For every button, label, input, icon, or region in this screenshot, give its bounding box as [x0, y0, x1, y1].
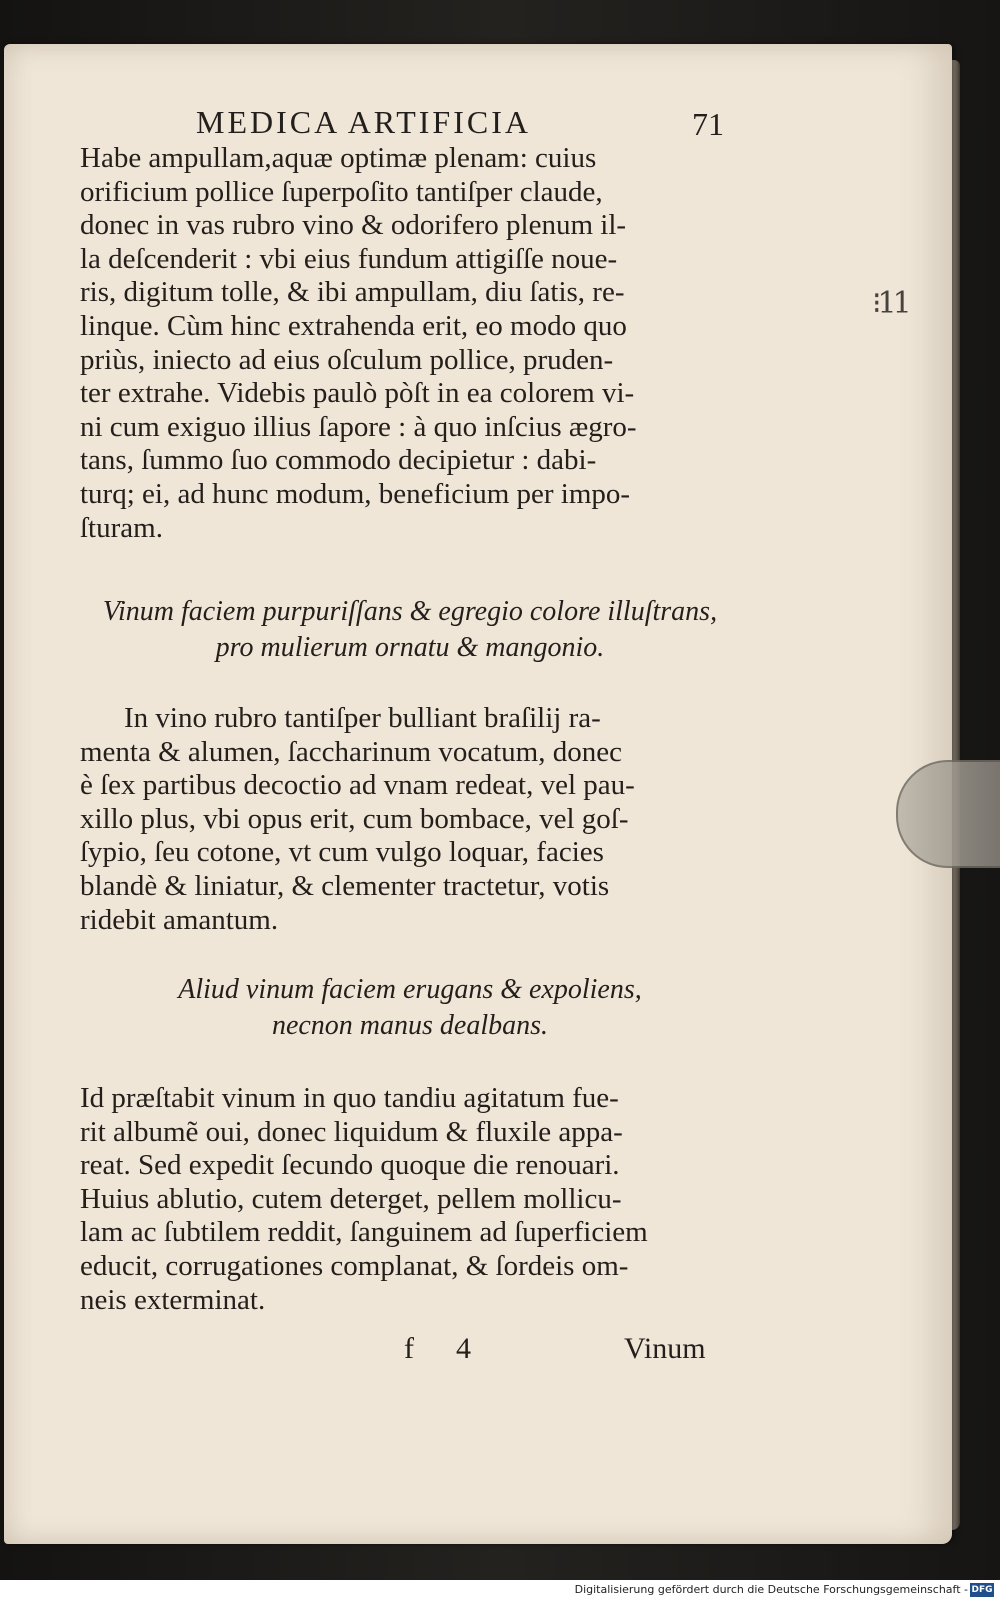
text-line: Id præſtabit vinum in quo tandiu agitatum fue-: [80, 1082, 619, 1114]
text-line: donec in vas rubro vino & odorifero plenum il-: [80, 209, 627, 242]
dfg-logo-icon: DFG: [971, 1585, 993, 1595]
running-head: MEDICA ARTIFICIA: [196, 104, 531, 140]
signature-number: 4: [456, 1332, 471, 1365]
text-line: educit, corrugationes complanat, & ſordeis om-: [80, 1249, 629, 1282]
text-line: ſturam.: [80, 511, 163, 544]
folio-number: 71: [692, 106, 724, 142]
credit-strip: [0, 1580, 1000, 1600]
text-line: orificium pollice ſuperpoſito tantiſper claude,: [80, 175, 603, 208]
text-line: priùs, iniecto ad eius oſculum pollice, pruden-: [80, 343, 614, 376]
heading-line: Vinum faciem purpuriſſans & egregio colore illuſtrans,: [102, 596, 718, 627]
text-line: la deſcenderit : vbi eius fundum attigiſſe noue-: [80, 242, 618, 275]
text-line: ter extrahe. Videbis paulò pòſt in ea colorem vi-: [80, 377, 635, 410]
text-line: blandè & liniatur, & clementer tractetur, votis: [80, 869, 610, 902]
paragraph-1: [80, 142, 740, 545]
signature-mark: f: [404, 1332, 414, 1365]
margin-mark: ⁝11: [872, 286, 908, 321]
text-line: è ſex partibus decoctio ad vnam redeat, vel pau-: [80, 769, 635, 802]
paragraph-2: [80, 702, 740, 937]
text-line: ris, digitum tolle, & ibi ampullam, diu ſatis, re-: [80, 276, 625, 309]
heading-line: necnon manus dealbans.: [271, 1010, 549, 1041]
text-line: neis exterminat.: [80, 1283, 266, 1316]
text-line: ſypio, ſeu cotone, vt cum vulgo loquar, facies: [80, 836, 604, 869]
heading-line: pro mulierum ornatu & mangonio.: [215, 632, 605, 663]
text-line: linque. Cùm hinc extrahenda erit, eo modo quo: [80, 309, 627, 342]
text-line: xillo plus, vbi opus erit, cum bombace, vel goſ-: [80, 802, 629, 835]
text-line: Huius ablutio, cutem deterget, pellem mollicu-: [80, 1182, 622, 1215]
text-line: menta & alumen, ſaccharinum vocatum, donec: [80, 735, 622, 768]
page-clip: [896, 760, 1000, 868]
paragraph-3: [80, 1082, 740, 1317]
text-line: ni cum exiguo illius ſapore : à quo inſcius ægro-: [80, 410, 637, 443]
text-line: rit albumẽ oui, donec liquidum & fluxile appa-: [80, 1115, 623, 1148]
heading-line: Aliud vinum faciem erugans & expoliens,: [178, 974, 642, 1005]
text-line: Habe ampullam,aquæ optimæ plenam: cuius: [80, 142, 597, 174]
text-line: lam ac ſubtilem reddit, ſanguinem ad ſuperficiem: [80, 1216, 648, 1249]
catchword: Vinum: [624, 1332, 706, 1365]
credit-text: Digitalisierung gefördert durch die Deutsche Forschungsgemeinschaft -: [574, 1583, 968, 1596]
section-heading-1: [80, 594, 740, 666]
text-line: reat. Sed expedit ſecundo quoque die renouari.: [80, 1149, 620, 1182]
text-line: ridebit amantum.: [80, 903, 279, 936]
text-line: tans, ſummo ſuo commodo decipietur : dabi-: [80, 444, 597, 477]
text-line: turq; ei, ad hunc modum, beneficium per impo-: [80, 477, 631, 510]
section-heading-2: [80, 972, 740, 1044]
text-line: In vino rubro tantiſper bulliant braſilij ra-: [124, 702, 601, 734]
